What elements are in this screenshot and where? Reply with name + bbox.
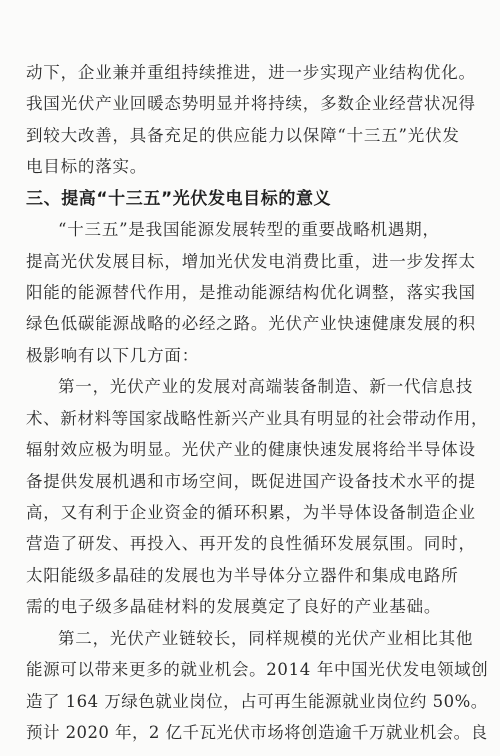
text-line-13: 辐射效应极为明显。光伏产业的健康快速发展将给半导体设 (26, 440, 476, 459)
text-line-21: 造了 164 万绿色就业岗位，占可再生能源就业岗位约 50%。 (26, 692, 488, 711)
text-line-22: 预计 2020 年，2 亿千瓦光伏市场将创造逾千万就业机会。良 (26, 723, 488, 742)
text-line-12: 术、新材料等国家战略性新兴产业具有明显的社会带动作用， (26, 409, 489, 428)
text-line-17: 太阳能级多晶硅的发展也为半导体分立器件和集成电路所 (26, 566, 459, 585)
text-line-16: 营造了研发、再投入、再开发的良性循环发展氛围。同时， (26, 534, 476, 553)
text-line-6: “十三五”是我国能源发展转型的重要战略机遇期， (58, 220, 440, 239)
text-line-19: 第二，光伏产业链较长，同样规模的光伏产业相比其他 (58, 629, 474, 648)
text-line-9: 绿色低碳能源战略的必经之路。光伏产业快速健康发展的积 (26, 314, 476, 333)
text-line-3: 到较大改善，具备充足的供应能力以保障“十三五”光伏发 (26, 126, 460, 145)
section-heading: 三、提高“十三五”光伏发电目标的意义 (26, 189, 332, 209)
text-line-11: 第一，光伏产业的发展对高端装备制造、新一代信息技 (58, 377, 474, 396)
text-line-15: 高，又有利于企业资金的循环积累，为半导体设备制造企业 (26, 503, 476, 522)
text-line-18: 需的电子级多晶硅材料的发展奠定了良好的产业基础。 (26, 597, 442, 616)
text-line-20: 能源可以带来更多的就业机会。2014 年中国光伏发电领域创 (26, 660, 489, 679)
text-line-2: 我国光伏产业回暖态势明显并将持续，多数企业经营状况得 (26, 94, 476, 113)
text-line-7: 提高光伏发展目标，增加光伏发电消费比重，进一步发挥太 (26, 252, 476, 271)
text-line-14: 备提供发展机遇和市场空间，既促进国产设备技术水平的提 (26, 472, 476, 491)
text-line-1: 动下，企业兼并重组持续推进，进一步实现产业结构优化。 (26, 63, 476, 82)
text-line-10: 极影响有以下几方面： (26, 346, 199, 365)
text-line-8: 阳能的能源替代作用，是推动能源结构优化调整，落实我国 (26, 283, 476, 302)
text-line-4: 电目标的落实。 (26, 157, 148, 176)
